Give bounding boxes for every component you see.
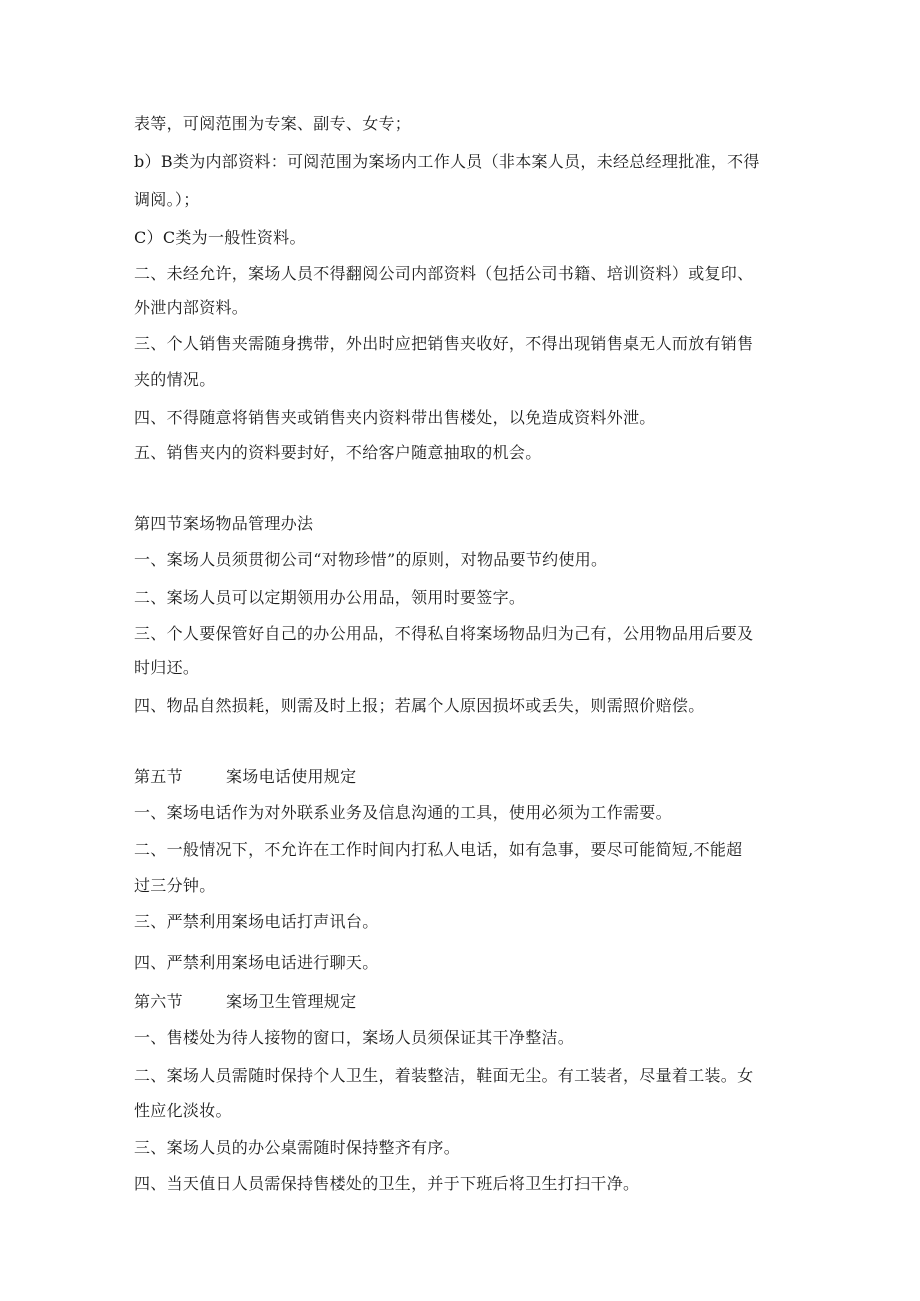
paragraph-line: 三、案场人员的办公桌需随时保持整齐有序。 bbox=[134, 1138, 461, 1157]
paragraph-line: 三、个人要保管好自己的办公用品，不得私自将案场物品归为己有，公用物品用后要及 bbox=[134, 624, 754, 643]
paragraph-line: 二、案场人员需随时保持个人卫生，着装整洁，鞋面无尘。有工装者，尽量着工装。女 bbox=[134, 1066, 754, 1085]
paragraph-line: 二、一般情况下，不允许在工作时间内打私人电话，如有急事，要尽可能简短,不能超 bbox=[134, 840, 743, 859]
paragraph-line: 三、严禁利用案场电话打声讯台。 bbox=[134, 912, 379, 931]
paragraph-line: C）C类为一般性资料。 bbox=[134, 228, 306, 247]
section-number: 第六节 bbox=[134, 992, 183, 1011]
paragraph-line: 时归还。 bbox=[134, 658, 200, 677]
paragraph-line: 表等，可阅范围为专案、副专、女专； bbox=[134, 114, 412, 133]
paragraph-line: 四、物品自然损耗，则需及时上报；若属个人原因损坏或丢失，则需照价赔偿。 bbox=[134, 696, 705, 715]
paragraph-line: 调阅。）； bbox=[134, 190, 200, 209]
paragraph-line: 外泄内部资料。 bbox=[134, 298, 249, 317]
paragraph-line: 五、销售夹内的资料要封好，不给客户随意抽取的机会。 bbox=[134, 443, 542, 462]
paragraph-line: 四、不得随意将销售夹或销售夹内资料带出售楼处，以免造成资料外泄。 bbox=[134, 408, 656, 427]
paragraph-line: 一、案场电话作为对外联系业务及信息沟通的工具，使用必须为工作需要。 bbox=[134, 803, 672, 822]
paragraph-line: 三、个人销售夹需随身携带，外出时应把销售夹收好，不得出现销售桌无人而放有销售 bbox=[134, 334, 754, 353]
section-number: 第五节 bbox=[134, 767, 183, 786]
paragraph-line: b）B类为内部资料：可阅范围为案场内工作人员（非本案人员，未经总经理批准，不得 bbox=[134, 152, 760, 171]
section-heading: 第四节案场物品管理办法 bbox=[134, 514, 314, 533]
section-title: 案场卫生管理规定 bbox=[226, 992, 357, 1011]
paragraph-line: 性应化淡妆。 bbox=[134, 1101, 232, 1120]
section-heading bbox=[134, 767, 794, 787]
paragraph-line: 夹的情况。 bbox=[134, 370, 216, 389]
section-heading bbox=[134, 992, 794, 1012]
paragraph-line: 二、案场人员可以定期领用办公用品，领用时要签字。 bbox=[134, 588, 526, 607]
paragraph-line: 二、未经允许，案场人员不得翻阅公司内部资料（包括公司书籍、培训资料）或复印、 bbox=[134, 264, 754, 283]
paragraph-line: 四、当天值日人员需保持售楼处的卫生，并于下班后将卫生打扫干净。 bbox=[134, 1174, 640, 1193]
paragraph-line: 过三分钟。 bbox=[134, 876, 216, 895]
section-title: 案场电话使用规定 bbox=[226, 767, 357, 786]
paragraph-line: 一、案场人员须贯彻公司“对物珍惜”的原则，对物品要节约使用。 bbox=[134, 550, 608, 569]
paragraph-line: 一、售楼处为待人接物的窗口，案场人员须保证其干净整洁。 bbox=[134, 1028, 575, 1047]
paragraph-line: 四、严禁利用案场电话进行聊天。 bbox=[134, 953, 379, 972]
